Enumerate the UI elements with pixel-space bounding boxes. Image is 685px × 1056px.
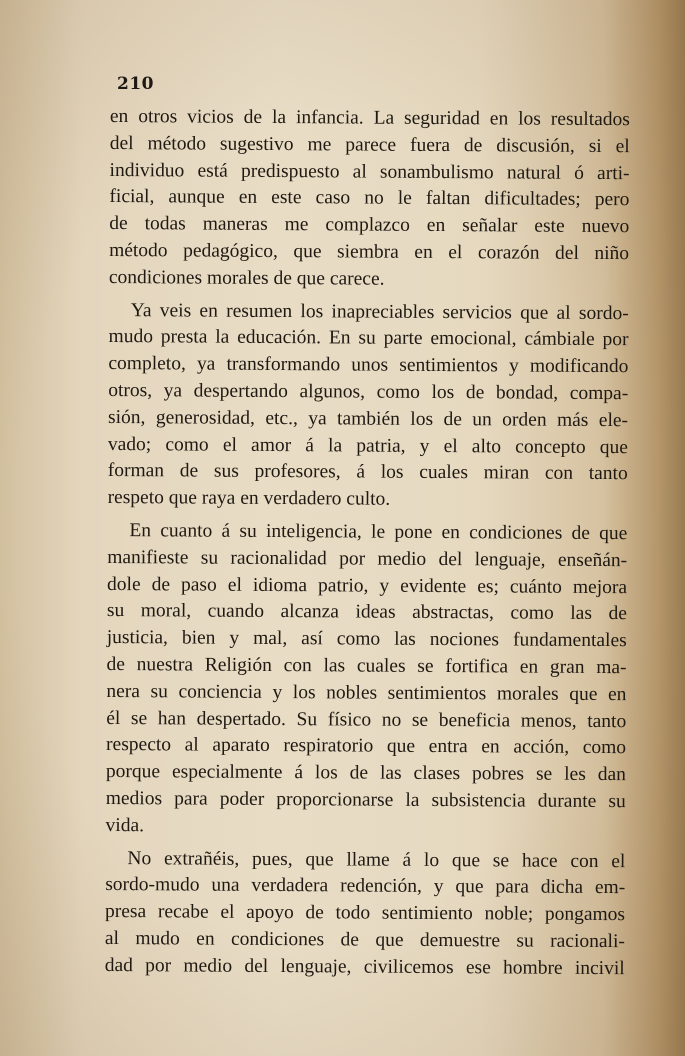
- text-line: dad por medio del lenguaje, civilicemos ese hombre incivil: [104, 954, 625, 979]
- text-line: presa recabe el apoyo de todo sentimiento noble; pongamos: [105, 901, 626, 926]
- text-line: al mudo en condiciones de que demuestre su racionali-: [104, 927, 625, 953]
- text-line: respeto que raya en verdadero culto.: [107, 487, 391, 510]
- page-number: 210: [117, 74, 154, 94]
- text-line: justicia, bien y mal, así como las nociones fundamentales: [106, 627, 627, 652]
- paragraph: [106, 518, 628, 843]
- text-line: vado; como el amor á la patria, y el alto concepto que: [107, 433, 628, 458]
- body-text: [105, 104, 630, 983]
- text-line: forman de sus profesores, á los cuales miran con tanto: [107, 460, 628, 485]
- text-line: mudo presta la educación. En su parte emocional, cámbiale por: [108, 326, 629, 351]
- text-line: su moral, cuando alcanza ideas abstractas, como las de: [106, 600, 627, 625]
- paragraph: [108, 298, 629, 516]
- text-line: del método sugestivo me parece fuera de discusión, si el: [109, 132, 630, 157]
- text-line: nera su conciencia y los nobles sentimientos morales que en: [106, 680, 627, 705]
- text-line: En cuanto á su inteligencia, le pone en condiciones de que: [129, 520, 628, 545]
- text-line: sión, generosidad, etc., ya también los de un orden más ele-: [108, 406, 629, 431]
- paragraph: [105, 846, 626, 983]
- text-line: Ya veis en resumen los inapreciables servicios que al sordo-: [130, 299, 629, 324]
- text-line: de nuestra Religión con las cuales se fortifica en gran ma-: [106, 653, 627, 679]
- paragraph: [109, 104, 630, 295]
- text-line: porque especialmente á los de las clases pobres se les dan: [105, 761, 626, 786]
- text-line: respecto al aparato respiratorio que entra en acción, como: [106, 734, 627, 759]
- text-line: No extrañéis, pues, que llame á lo que se hace con el: [127, 847, 626, 872]
- text-line: manifieste su racionalidad por medio del lenguaje, enseñán-: [107, 546, 628, 571]
- text-line: sordo-mudo una verdadera redención, y que para dicha em-: [105, 874, 626, 899]
- text-line: método pedagógico, que siembra en el corazón del niño: [109, 239, 630, 265]
- text-line: medios para poder proporcionarse la subsistencia durante su: [105, 787, 626, 813]
- text-line: condiciones morales de que carece.: [108, 266, 385, 290]
- text-line: en otros vicios de la infancia. La seguridad en los resultados: [109, 105, 630, 131]
- text-line: ficial, aunque en este caso no le faltan dificultades; pero: [109, 186, 630, 211]
- text-line: individuo está predispuesto al sonambulismo natural ó arti-: [109, 159, 630, 184]
- text-line: vida.: [105, 814, 145, 836]
- text-line: de todas maneras me complazco en señalar este nuevo: [109, 213, 630, 238]
- text-line: otros, ya despertando algunos, como los de bondad, compa-: [108, 379, 629, 405]
- text-line: completo, ya transformando unos sentimientos y modificando: [108, 353, 629, 378]
- text-line: dole de paso el idioma patrio, y evidente es; cuánto mejora: [107, 573, 628, 598]
- text-line: él se han despertado. Su físico no se beneficia menos, tanto: [106, 707, 627, 732]
